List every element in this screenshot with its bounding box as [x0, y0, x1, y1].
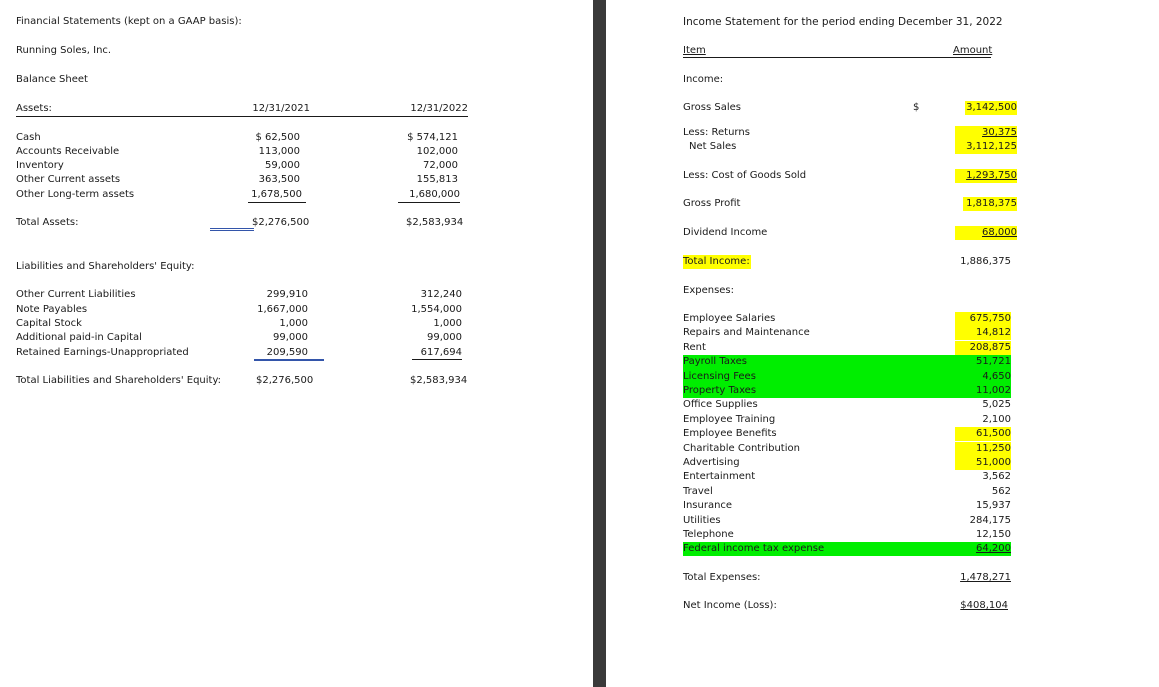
total-expenses-value: 1,478,271 — [960, 572, 1011, 583]
expense-label: Travel — [683, 486, 713, 497]
balance-sheet-title: Balance Sheet — [16, 74, 88, 85]
liab-capital-stock-2022: 1,000 — [433, 318, 462, 329]
expense-value: 284,175 — [969, 515, 1011, 526]
total-assets-blue-rule-2 — [210, 230, 254, 231]
expense-label: Federal income tax expense — [683, 542, 850, 556]
liab-sum-blue-rule — [254, 359, 324, 361]
liab-retained-2022: 617,694 — [420, 347, 462, 358]
expense-value: 4,650 — [955, 370, 1011, 384]
expense-label: Licensing Fees — [683, 371, 756, 382]
liab-capital-stock-2021: 1,000 — [279, 318, 308, 329]
item-header: Item — [683, 45, 706, 56]
income-statement-title: Income Statement for the period ending December 31, 2022 — [683, 16, 1003, 28]
expense-label: Office Supplies — [683, 399, 758, 410]
col-2021-header: 12/31/2021 — [252, 103, 310, 114]
cogs-value: 1,293,750 — [955, 169, 1017, 183]
liab-notes-2022: 1,554,000 — [411, 304, 462, 315]
liab-sum-rule-2022 — [412, 359, 462, 360]
asset-inventory-2021: 59,000 — [265, 160, 300, 171]
expense-value: 12,150 — [976, 529, 1011, 540]
cogs-label: Less: Cost of Goods Sold — [683, 170, 807, 181]
total-assets-blue-rule-1 — [210, 228, 254, 229]
total-assets-2021: $2,276,500 — [252, 217, 310, 228]
liab-notes-2021: 1,667,000 — [257, 304, 308, 315]
page-divider — [593, 0, 606, 687]
expense-value: 15,937 — [976, 500, 1011, 511]
asset-label-ar: Accounts Receivable — [16, 146, 120, 157]
gross-sales-value: 3,142,500 — [966, 102, 1017, 113]
asset-label-inventory: Inventory — [16, 160, 64, 171]
expense-value: 208,875 — [955, 341, 1011, 355]
expense-label: Payroll Taxes — [683, 355, 755, 369]
expense-label: Property Taxes — [683, 385, 757, 396]
gross-profit-label: Gross Profit — [683, 198, 741, 209]
total-liab-2022: $2,583,934 — [410, 375, 468, 386]
assets-header-rule — [16, 116, 468, 117]
assets-sum-rule-2021 — [248, 202, 306, 203]
net-sales-value: 3,112,125 — [955, 140, 1017, 154]
liab-other-current-2021: 299,910 — [266, 289, 308, 300]
net-sales-label: Net Sales — [689, 141, 737, 152]
expense-label: Employee Benefits — [683, 428, 777, 439]
asset-cash-2021: $ 62,500 — [255, 132, 300, 143]
asset-label-long-term: Other Long-term assets — [16, 189, 135, 200]
liab-apic-2021: 99,000 — [273, 332, 308, 343]
expense-value: 64,200 — [955, 542, 1011, 556]
assets-label: Assets: — [16, 103, 52, 114]
expense-label: Insurance — [683, 500, 733, 511]
expense-value: 3,562 — [982, 471, 1011, 482]
liabilities-label: Liabilities and Shareholders' Equity: — [16, 261, 195, 272]
asset-cash-2022: $ 574,121 — [407, 132, 458, 143]
liab-label-capital-stock: Capital Stock — [16, 318, 82, 329]
asset-ar-2021: 113,000 — [258, 146, 300, 157]
liab-label-notes: Note Payables — [16, 304, 88, 315]
asset-ar-2022: 102,000 — [416, 146, 458, 157]
expenses-label: Expenses: — [683, 285, 735, 296]
total-liab-2021: $2,276,500 — [256, 375, 314, 386]
asset-other-current-2022: 155,813 — [416, 174, 458, 185]
less-returns-value: 30,375 — [955, 126, 1017, 140]
asset-other-current-2021: 363,500 — [258, 174, 300, 185]
total-expenses-label: Total Expenses: — [683, 572, 761, 583]
expense-label: Charitable Contribution — [683, 443, 800, 454]
liab-label-apic: Additional paid-in Capital — [16, 332, 142, 343]
expense-label: Employee Training — [683, 414, 776, 425]
expense-value: 675,750 — [955, 312, 1011, 326]
gross-sales-label: Gross Sales — [683, 102, 741, 113]
total-liab-label: Total Liabilities and Shareholders' Equity: — [16, 375, 222, 386]
less-returns-label: Less: Returns — [683, 127, 750, 138]
total-assets-2022: $2,583,934 — [406, 217, 464, 228]
expense-value: 51,721 — [955, 355, 1011, 369]
asset-long-term-2022: 1,680,000 — [409, 189, 460, 200]
total-income-value: 1,886,375 — [960, 256, 1011, 267]
asset-inventory-2022: 72,000 — [423, 160, 458, 171]
expense-label: Employee Salaries — [683, 313, 776, 324]
col-2022-header: 12/31/2022 — [410, 103, 468, 114]
asset-long-term-2021: 1,678,500 — [251, 189, 302, 200]
expense-value: 11,250 — [955, 442, 1011, 456]
expense-label: Entertainment — [683, 471, 756, 482]
dividend-label: Dividend Income — [683, 227, 768, 238]
income-header-rule — [683, 57, 991, 58]
assets-sum-rule-2022 — [398, 202, 460, 203]
gross-profit-value: 1,818,375 — [963, 197, 1017, 211]
expense-value: 51,000 — [955, 456, 1011, 470]
gross-sales-currency: $ — [913, 102, 920, 113]
liab-apic-2022: 99,000 — [427, 332, 462, 343]
liab-other-current-2022: 312,240 — [420, 289, 462, 300]
statements-header: Financial Statements (kept on a GAAP basis): — [16, 16, 242, 27]
asset-label-other-current: Other Current assets — [16, 174, 121, 185]
asset-label-cash: Cash — [16, 132, 41, 143]
expense-label: Advertising — [683, 457, 740, 468]
expense-value: 5,025 — [982, 399, 1011, 410]
net-income-label: Net Income (Loss): — [683, 600, 777, 611]
income-label: Income: — [683, 74, 724, 85]
liab-label-other-current: Other Current Liabilities — [16, 289, 136, 300]
dividend-value: 68,000 — [955, 226, 1017, 240]
amount-header: Amount — [953, 45, 993, 56]
expense-value: 2,100 — [982, 414, 1011, 425]
total-income-label: Total Income: — [683, 256, 750, 267]
expense-value: 61,500 — [955, 427, 1011, 441]
expense-value: 562 — [991, 486, 1011, 497]
expense-value: 11,002 — [955, 384, 1011, 398]
expense-label: Rent — [683, 342, 706, 353]
expense-label: Telephone — [683, 529, 734, 540]
expense-label: Repairs and Maintenance — [683, 327, 810, 338]
company-name: Running Soles, Inc. — [16, 45, 112, 56]
net-income-value: $408,104 — [960, 600, 1008, 611]
total-assets-label: Total Assets: — [16, 217, 79, 228]
expense-value: 14,812 — [955, 326, 1011, 340]
liab-retained-2021: 209,590 — [266, 347, 308, 358]
liab-label-retained: Retained Earnings-Unappropriated — [16, 347, 189, 358]
expense-label: Utilities — [683, 515, 721, 526]
